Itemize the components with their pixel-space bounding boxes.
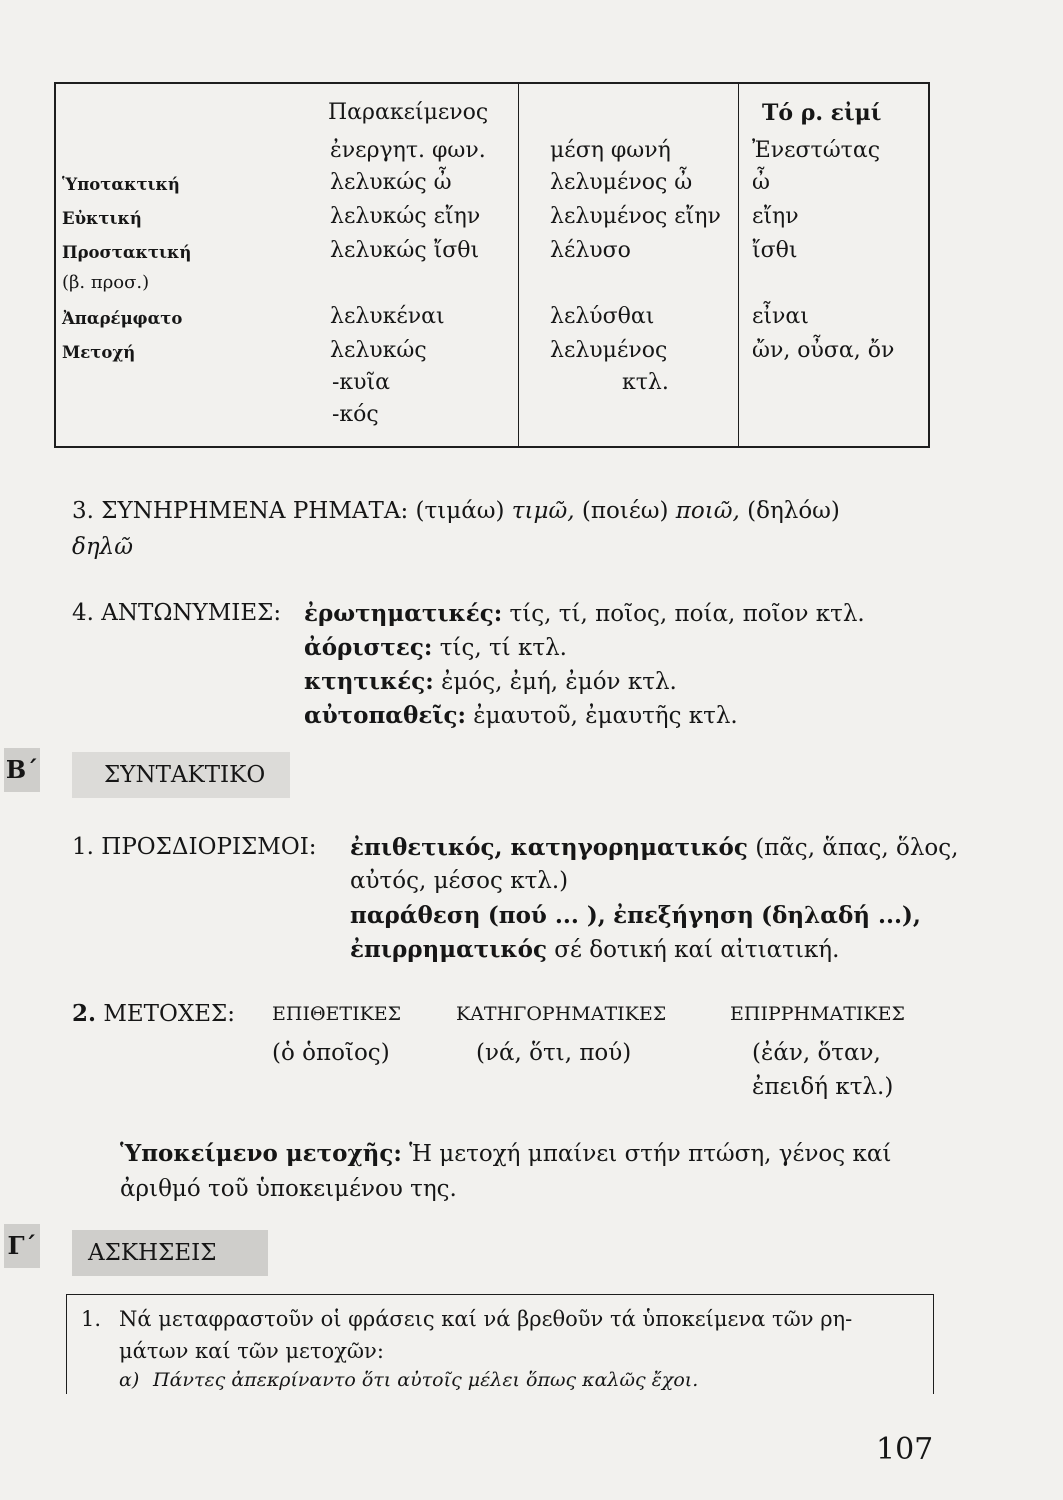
determiners-label	[72, 834, 317, 860]
pronoun-text: τίς, τί κτλ.	[439, 635, 567, 661]
item-3-line1	[72, 498, 840, 524]
contract-verbs-label: ΣΥΝΗΡΗΜΕΝΑ ΡΗΜΑΤΑ:	[101, 498, 409, 524]
pronouns-label	[72, 600, 281, 626]
verb-base: (δηλόω)	[747, 498, 840, 524]
active-form: λελυκέναι	[330, 304, 445, 329]
exercise-number: 1.	[81, 1307, 102, 1331]
section-b-letter: Β΄	[4, 748, 40, 792]
determiner-text: (πού ... ),	[487, 902, 606, 929]
pronoun-line	[304, 600, 865, 627]
participle-neu: -κός	[332, 402, 379, 427]
section-c-letter: Γ΄	[4, 1224, 40, 1268]
pronoun-line	[304, 634, 567, 661]
paradigm-table	[54, 82, 930, 448]
eimi-form: εἴην	[752, 204, 799, 229]
item-number: 2.	[72, 1000, 97, 1027]
header-perfect: Παρακείμενος	[328, 100, 489, 125]
item-number: 1.	[72, 834, 94, 860]
participle-type-predicative: ΚΑΤΗΓΟΡΗΜΑΤΙΚΕΣ	[456, 1003, 667, 1025]
middle-form: λέλυσο	[550, 238, 631, 263]
exercise-a-label: α)	[119, 1369, 140, 1391]
pronoun-line	[304, 668, 677, 695]
determiner-term: ἐπιρρηματικός	[350, 936, 547, 963]
determiners-line1	[350, 834, 958, 861]
row-label: Ἀπαρέμφατο	[62, 309, 183, 328]
row-label: (β. προσ.)	[62, 272, 150, 293]
middle-etc: κτλ.	[622, 370, 669, 395]
participle-fem: -κυῖα	[332, 370, 391, 395]
participles-label	[72, 1000, 235, 1027]
pronoun-term: κτητικές:	[304, 668, 434, 695]
participle-type-adverbial: ΕΠΙΡΡΗΜΑΤΙΚΕΣ	[730, 1003, 905, 1025]
determiners-line2: αὐτός, μέσος κτλ.)	[350, 868, 569, 894]
participle-type-attributive: ΕΠΙΘΕΤΙΚΕΣ	[272, 1003, 402, 1025]
middle-form: λελυμένος εἴην	[550, 204, 721, 229]
determiners-line3	[350, 902, 921, 929]
verb-base: (τιμάω)	[415, 498, 505, 524]
active-form: λελυκώς	[330, 338, 427, 363]
row-label: Εὐκτική	[62, 209, 142, 228]
section-c-title: ΑΣΚΗΣΕΙΣ	[88, 1240, 217, 1266]
adverbial-note-2: ἐπειδή κτλ.)	[752, 1074, 894, 1100]
eimi-form: ἴσθι	[752, 238, 798, 263]
determiner-text: (πᾶς, ἅπας, ὅλος,	[755, 835, 959, 861]
middle-form: λελύσθαι	[550, 304, 655, 329]
pronoun-term: ἀόριστες:	[304, 634, 433, 661]
pronoun-text: ἐμός, ἐμή, ἐμόν κτλ.	[441, 669, 677, 695]
row-label: Ὑποτακτική	[62, 175, 180, 194]
pronouns-heading: ΑΝΤΩΝΥΜΙΕΣ:	[101, 600, 282, 626]
page-number: 107	[876, 1432, 934, 1467]
table-divider-right	[738, 84, 739, 446]
attributive-note: (ὁ ὁποῖος)	[272, 1040, 390, 1066]
item-number: 4.	[72, 600, 94, 626]
pronoun-text: τίς, τί, ποῖος, ποία, ποῖον κτλ.	[509, 601, 865, 627]
exercise-instruction-2: μάτων καί τῶν μετοχῶν:	[119, 1339, 384, 1363]
participles-heading: ΜΕΤΟΧΕΣ:	[103, 1001, 236, 1027]
participle-subject-line1	[120, 1140, 891, 1167]
subject-term: Ὑποκείμενο μετοχῆς:	[120, 1140, 402, 1167]
middle-form: λελυμένος	[550, 338, 668, 363]
determiner-term: ἐπιθετικός, κατηγορηματικός	[350, 834, 748, 861]
eimi-form: ὦ	[752, 170, 770, 195]
table-divider-middle	[518, 84, 519, 446]
verb-contracted: τιμῶ,	[511, 498, 575, 524]
determiner-term: ἐπεξήγηση	[613, 902, 754, 929]
determiners-line4	[350, 936, 839, 963]
verb-base: (ποιέω)	[581, 498, 669, 524]
row-label: Προστακτική	[62, 243, 192, 262]
verb-contracted: δηλῶ	[72, 534, 133, 560]
eimi-form: ὤν, οὖσα, ὄν	[752, 338, 895, 363]
header-eimi: Τό ρ. εἰμί	[762, 100, 882, 126]
active-form: λελυκώς εἴην	[330, 204, 481, 229]
active-form: λελυκώς ἴσθι	[330, 238, 480, 263]
exercise-a-text: Πάντες ἀπεκρίναντο ὅτι αὐτοῖς μέλει ὅπως καλῶς ἔχοι.	[153, 1369, 699, 1391]
subject-text: Ἡ μετοχή μπαίνει στήν πτώση, γένος καί	[409, 1141, 892, 1167]
subheader-present: Ἐνεστώτας	[752, 138, 881, 163]
predicative-note: (νά, ὅτι, πού)	[476, 1040, 632, 1066]
middle-form: λελυμένος ὦ	[550, 170, 693, 195]
item-number: 3.	[72, 498, 94, 524]
subheader-middle: μέση φωνή	[550, 138, 671, 163]
determiner-text: (δηλαδή ...),	[761, 902, 921, 929]
row-label: Μετοχή	[62, 343, 136, 362]
pronoun-term: ἐρωτηματικές:	[304, 600, 503, 627]
pronoun-line	[304, 702, 738, 729]
active-form: λελυκώς ὦ	[330, 170, 452, 195]
exercise-box	[66, 1294, 934, 1394]
adverbial-note-1: (ἐάν, ὅταν,	[752, 1040, 881, 1066]
pronoun-term: αὐτοπαθεῖς:	[304, 702, 466, 729]
verb-contracted: ποιῶ,	[675, 498, 740, 524]
section-b-title: ΣΥΝΤΑΚΤΙΚΟ	[104, 762, 266, 788]
determiners-heading: ΠΡΟΣΔΙΟΡΙΣΜΟΙ:	[101, 834, 317, 860]
eimi-form: εἶναι	[752, 304, 809, 329]
determiner-text: σέ δοτική καί αἰτιατική.	[554, 937, 840, 963]
determiner-term: παράθεση	[350, 902, 481, 929]
pronoun-text: ἐμαυτοῦ, ἐμαυτῆς κτλ.	[473, 703, 738, 729]
exercise-instruction-1: Νά μεταφραστοῦν οἱ φράσεις καί νά βρεθοῦν τά ὑποκείμενα τῶν ρη-	[119, 1307, 853, 1331]
subheader-active: ἐνεργητ. φων.	[330, 138, 486, 163]
participle-subject-line2: ἀριθμό τοῦ ὑποκειμένου της.	[120, 1176, 457, 1202]
